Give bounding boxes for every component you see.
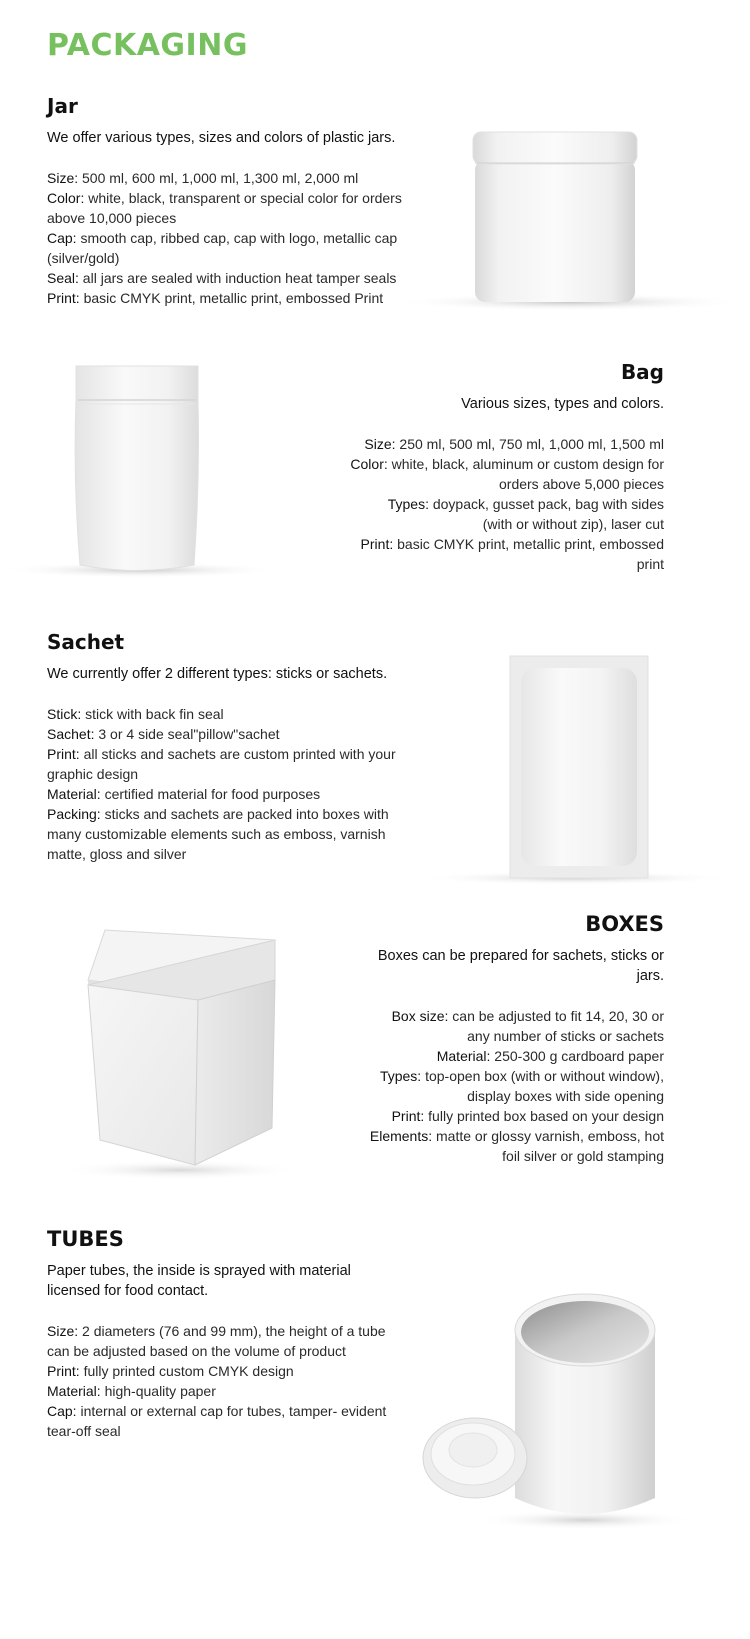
boxes-spec-print: Print: fully printed box based on your design <box>391 1108 664 1124</box>
boxes-spec-types: Types: top-open box (with or without window), display boxes with side opening <box>379 1068 664 1104</box>
bag-image <box>0 360 290 585</box>
sachet-section <box>47 630 402 864</box>
sachet-spec-material: Material: certified material for food purposes <box>47 786 321 802</box>
sachet-specs <box>47 704 402 864</box>
boxes-section <box>350 912 664 1166</box>
bag-specs <box>330 434 664 574</box>
jar-spec-size: Size: 500 ml, 600 ml, 1,000 ml, 1,300 ml, 2,000 ml <box>47 170 359 186</box>
tubes-spec-print: Print: fully printed custom CMYK design <box>47 1363 294 1379</box>
box-image <box>40 920 330 1195</box>
boxes-title: BOXES <box>585 912 664 936</box>
tubes-spec-size: Size: 2 diameters (76 and 99 mm), the height of a tube can be adjusted based on the volume of product <box>47 1323 386 1359</box>
boxes-spec-elements: Elements: matte or glossy varnish, emboss, hot foil silver or gold stamping <box>369 1128 664 1164</box>
sachet-spec-packing: Packing: sticks and sachets are packed into boxes with many customizable elements such as emboss, varnish matte, gloss and silver <box>47 806 389 862</box>
tubes-title: TUBES <box>47 1227 124 1251</box>
jar-intro: We offer various types, sizes and colors of plastic jars. <box>47 130 396 146</box>
jar-section <box>47 94 402 308</box>
bag-title: Bag <box>620 360 664 384</box>
bag-spec-color: Color: white, black, aluminum or custom design for orders above 5,000 pieces <box>350 456 664 492</box>
bag-intro: Various sizes, types and colors. <box>461 396 664 412</box>
jar-spec-seal: Seal: all jars are sealed with induction heat tamper seals <box>47 270 397 286</box>
sachet-spec-print: Print: all sticks and sachets are custom printed with your graphic design <box>47 746 396 782</box>
boxes-spec-size: Box size: can be adjusted to fit 14, 20, 30 or any number of sticks or sachets <box>391 1008 664 1044</box>
bag-section <box>330 360 664 574</box>
jar-spec-color: Color: white, black, transparent or special color for orders above 10,000 pieces <box>47 190 402 226</box>
tubes-specs <box>47 1321 407 1441</box>
jar-spec-print: Print: basic CMYK print, metallic print, embossed Print <box>47 290 384 306</box>
tube-image <box>415 1290 705 1535</box>
tubes-intro: Paper tubes, the inside is sprayed with material licensed for food contact. <box>47 1263 351 1299</box>
sachet-spec-sachet: Sachet: 3 or 4 side seal"pillow"sachet <box>47 726 280 742</box>
sachet-title: Sachet <box>47 630 125 654</box>
jar-image <box>400 120 745 330</box>
bag-spec-size: Size: 250 ml, 500 ml, 750 ml, 1,000 ml, 1,500 ml <box>364 436 664 452</box>
boxes-specs <box>350 1006 664 1166</box>
bag-spec-types: Types: doypack, gusset pack, bag with sides (with or without zip), laser cut <box>387 496 664 532</box>
tubes-spec-material: Material: high-quality paper <box>47 1383 216 1399</box>
bag-spec-print: Print: basic CMYK print, metallic print, embossed print <box>360 536 664 572</box>
sachet-image <box>420 650 745 895</box>
jar-spec-cap: Cap: smooth cap, ribbed cap, cap with logo, metallic cap (silver/gold) <box>47 230 398 266</box>
jar-title: Jar <box>47 94 78 118</box>
tubes-section <box>47 1227 407 1441</box>
jar-specs <box>47 168 402 308</box>
sachet-intro: We currently offer 2 different types: sticks or sachets. <box>47 666 388 682</box>
tubes-spec-cap: Cap: internal or external cap for tubes, tamper- evident tear-off seal <box>47 1403 387 1439</box>
sachet-spec-stick: Stick: stick with back fin seal <box>47 706 224 722</box>
page-title: PACKAGING <box>47 28 248 63</box>
boxes-intro: Boxes can be prepared for sachets, sticks or jars. <box>377 948 664 984</box>
boxes-spec-material: Material: 250-300 g cardboard paper <box>436 1048 664 1064</box>
